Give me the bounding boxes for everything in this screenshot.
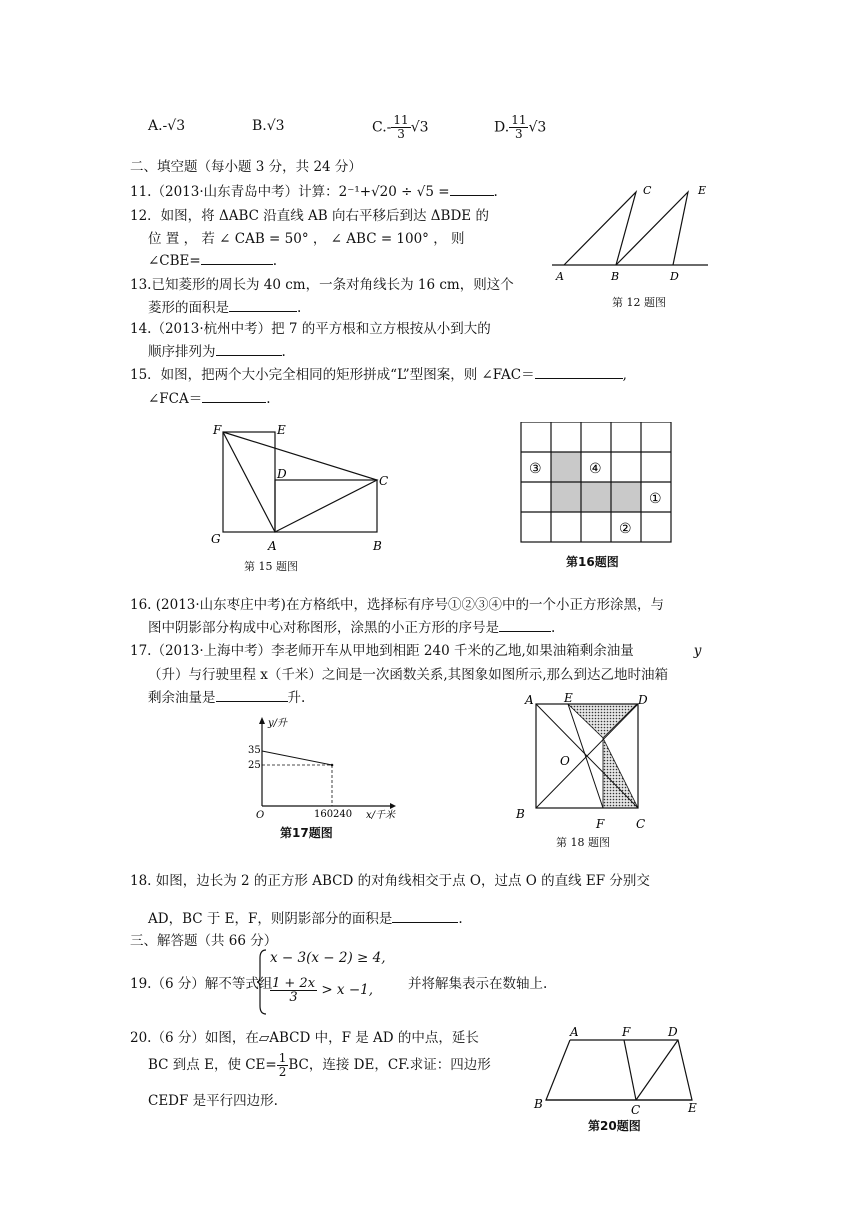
figure-16-caption: 第16题图 xyxy=(566,555,619,569)
section-3-heading: 三、解答题（共 66 分） xyxy=(130,933,278,949)
question-17-line2: （升）与行驶里程 x（千米）之间是一次函数关系,其图象如图所示,那么到达乙地时油箱 xyxy=(148,667,668,683)
fig17-ylabel: y/升 xyxy=(268,718,288,729)
question-16-line1: 16. (2013·山东枣庄中考)在方格纸中，选择标有序号①②③④中的一个小正方形涂黑，与 xyxy=(130,597,664,613)
fig17-ytick-35: 35 xyxy=(248,745,261,756)
fig12-label-a: A xyxy=(556,270,564,280)
fig17-ytick-25: 25 xyxy=(248,760,261,771)
fig18-label-o: O xyxy=(560,754,570,768)
fig16-mark-4: ④ xyxy=(589,461,602,477)
question-17-line1: 17.（2013·上海中考）李老师开车从甲地到相距 240 千米的乙地,如果油箱剩余油量 y xyxy=(130,643,702,659)
question-20-line2: BC 到点 E，使 CE= $\frac{1}{2}$ BC，连接 DE，CF.求证：四边形 xyxy=(148,1051,491,1079)
fig15-label-c: C xyxy=(379,474,389,488)
fig12-label-e: E xyxy=(698,184,707,197)
figure-20-caption: 第20题图 xyxy=(588,1119,641,1133)
question-19-prefix: 19.（6 分）解不等式组 xyxy=(130,976,273,992)
fig17-xtick-240: 240 xyxy=(333,809,353,820)
question-18-line1: 18. 如图，边长为 2 的正方形 ABCD 的对角线相交于点 O，过点 O 的直线 EF 分别交 xyxy=(130,873,650,889)
fig20-label-f: F xyxy=(622,1026,631,1039)
question-12-line2: 位 置 ， 若 ∠ CAB = 50° ， ∠ ABC = 100° ， 则 xyxy=(148,231,465,247)
section-2-heading: 二、填空题（每小题 3 分，共 24 分） xyxy=(130,159,362,175)
fig16-mark-3: ③ xyxy=(529,461,542,477)
question-13-line1: 13.已知菱形的周长为 40 cm，一条对角线长为 16 cm，则这个 xyxy=(130,277,514,293)
option-c: C.- $\frac{11}{3}$ √3 xyxy=(372,113,429,141)
fig17-xtick-160: 160 xyxy=(314,809,334,820)
fig18-label-b: B xyxy=(516,807,525,821)
question-15-line1: 15．如图，把两个大小完全相同的矩形拼成“L”型图案，则 ∠FAC＝ , xyxy=(130,363,627,383)
inequality-1: x − 3(x − 2) ≥ 4, xyxy=(270,950,386,966)
fig18-label-a: A xyxy=(525,693,534,707)
question-15-line2: ∠FCA＝ . xyxy=(148,387,271,407)
fig15-label-b: B xyxy=(373,539,382,553)
fig15-label-d: D xyxy=(277,467,287,481)
question-20-line1: 20.（6 分）如图，在▱ABCD 中，F 是 AD 的中点，延长 xyxy=(130,1030,479,1046)
figure-18 xyxy=(510,690,660,840)
question-11: 11.（2013·山东青岛中考）计算：2⁻¹+√20 ÷ √5 = . xyxy=(130,180,498,200)
question-19-suffix: 并将解集表示在数轴上. xyxy=(408,976,548,992)
question-17-line3: 剩余油量是 升. xyxy=(148,686,305,706)
fig20-label-e: E xyxy=(688,1101,697,1115)
fig12-label-b: B xyxy=(611,270,620,280)
figure-17-caption: 第17题图 xyxy=(280,826,333,840)
fig18-label-f: F xyxy=(596,817,605,831)
figure-17 xyxy=(240,712,400,824)
question-14-line2: 顺序排列为 . xyxy=(148,340,286,360)
fig16-mark-1: ① xyxy=(649,491,662,507)
figure-15 xyxy=(205,420,405,555)
fig20-label-c: C xyxy=(631,1103,641,1117)
option-d: D. $\frac{11}{3}$ √3 xyxy=(494,113,547,141)
fig20-label-a: A xyxy=(570,1026,579,1039)
system-brace xyxy=(256,948,268,1016)
question-18-line2: AD，BC 于 E，F，则阴影部分的面积是 . xyxy=(148,907,463,927)
fig17-xlabel: x/千米 xyxy=(366,810,396,821)
fig12-label-c: C xyxy=(643,184,652,197)
fig18-label-e: E xyxy=(564,691,573,705)
fig15-label-g: G xyxy=(211,532,221,546)
fig18-label-c: C xyxy=(636,817,646,831)
inequality-2: $\frac{1 + 2x}{3}$ > x −1, xyxy=(272,976,374,1005)
question-20-line3: CEDF 是平行四边形. xyxy=(148,1093,278,1109)
question-12-line1: 12．如图，将 ΔABC 沿直线 AB 向右平移后到达 ΔBDE 的 xyxy=(130,208,489,224)
question-14-line1: 14.（2013·杭州中考）把 7 的平方根和立方根按从小到大的 xyxy=(130,321,491,337)
fig12-label-d: D xyxy=(670,270,679,280)
question-13-line2: 菱形的面积是 . xyxy=(148,296,301,316)
fig16-mark-2: ② xyxy=(619,521,632,537)
fig18-label-d: D xyxy=(638,693,648,707)
figure-12 xyxy=(548,180,718,280)
question-12-line3: ∠CBE= . xyxy=(148,250,277,269)
figure-12-caption: 第 12 题图 xyxy=(612,296,666,309)
fig15-label-f: F xyxy=(213,423,222,437)
fig20-label-b: B xyxy=(534,1097,543,1111)
figure-16 xyxy=(520,422,676,548)
figure-18-caption: 第 18 题图 xyxy=(556,836,610,849)
fig15-label-e: E xyxy=(277,423,286,437)
fig20-label-d: D xyxy=(668,1026,678,1039)
figure-20 xyxy=(530,1026,710,1118)
figure-15-caption: 第 15 题图 xyxy=(244,560,298,573)
fig17-origin: O xyxy=(256,810,265,821)
question-16-line2: 图中阴影部分构成中心对称图形，涂黑的小正方形的序号是 . xyxy=(148,616,555,636)
option-a: A.-√3 xyxy=(148,118,186,134)
option-b: B.√3 xyxy=(252,118,285,134)
fig15-label-a: A xyxy=(268,539,277,553)
